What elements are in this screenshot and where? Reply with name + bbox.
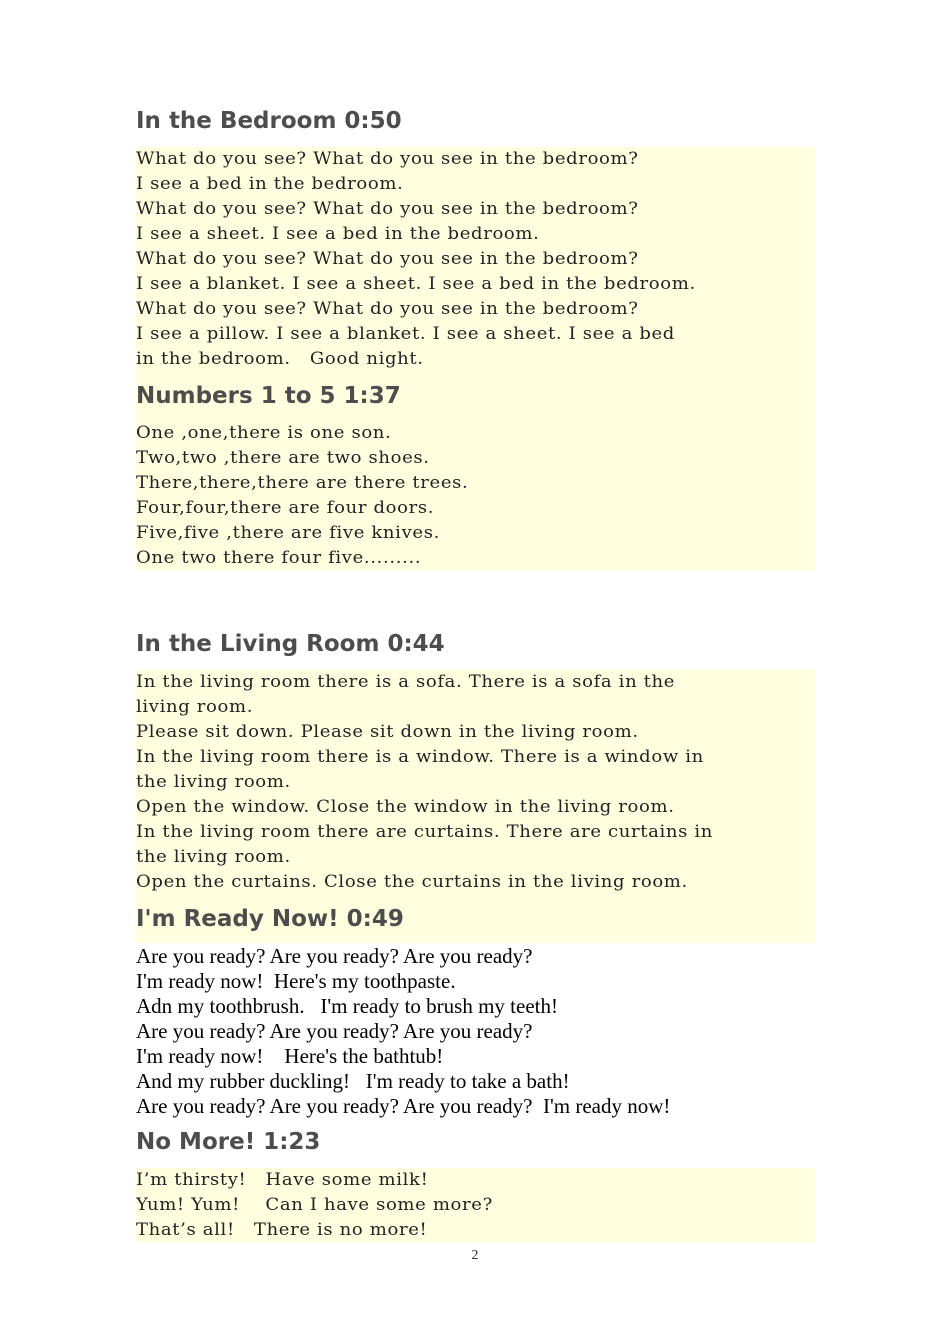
page-number: 2 [471,1248,479,1263]
lyric-line: One ,one,there is one son. [136,423,392,443]
lyric-line: I’m thirsty! Have some milk! [136,1170,429,1190]
lyric-line: Yum! Yum! Can I have some more? [136,1195,493,1215]
lyric-line: the living room. [136,772,291,792]
lyric-line: In the living room there is a sofa. There is a sofa in the [136,672,676,692]
lyric-line: Are you ready? Are you ready? Are you ready? [136,1019,533,1043]
lyric-line: Adn my toothbrush. I'm ready to brush my teeth! [136,994,558,1018]
section-title-numbers: Numbers 1 to 5 1:37 [136,383,401,409]
section-title-no-more: No More! 1:23 [136,1129,321,1155]
lyric-line: That’s all! There is no more! [136,1220,428,1240]
lyric-line: What do you see? What do you see in the bedroom? [136,199,639,219]
lyric-line: Five,five ,there are five knives. [136,523,440,543]
lyric-line: Four,four,there are four doors. [136,498,435,518]
lyrics-ready [136,944,815,1119]
lyric-line: I see a bed in the bedroom. [136,174,404,194]
lyric-line: Open the window. Close the window in the living room. [136,797,675,817]
lyric-line: And my rubber duckling! I'm ready to take a bath! [136,1069,570,1093]
lyric-line: There,there,there are there trees. [136,473,469,493]
lyric-line: Open the curtains. Close the curtains in the living room. [136,872,688,892]
lyric-line: living room. [136,697,254,717]
lyric-line: What do you see? What do you see in the bedroom? [136,249,639,269]
lyric-line: I'm ready now! Here's the bathtub! [136,1044,444,1068]
lyrics-numbers [136,421,815,571]
section-title-bedroom: In the Bedroom 0:50 [136,108,402,134]
section-title-ready: I'm Ready Now! 0:49 [136,906,404,932]
lyrics-bedroom [136,147,815,372]
lyric-line: I see a pillow. I see a blanket. I see a sheet. I see a bed [136,324,675,344]
lyric-line: In the living room there is a window. There is a window in [136,747,704,767]
lyric-line: I see a blanket. I see a sheet. I see a bed in the bedroom. [136,274,696,294]
lyric-line: I see a sheet. I see a bed in the bedroom. [136,224,540,244]
lyric-line: In the living room there are curtains. There are curtains in [136,822,714,842]
lyric-line: What do you see? What do you see in the bedroom? [136,299,639,319]
lyric-line: Please sit down. Please sit down in the living room. [136,722,639,742]
lyrics-living-room [136,670,815,895]
lyric-line: the living room. [136,847,291,867]
lyric-line: Two,two ,there are two shoes. [136,448,430,468]
lyric-line: One two there four five......... [136,548,422,568]
section-title-living-room: In the Living Room 0:44 [136,631,445,657]
lyrics-no-more [136,1168,815,1243]
lyric-line: I'm ready now! Here's my toothpaste. [136,969,456,993]
lyric-line: Are you ready? Are you ready? Are you ready? I'm ready now! [136,1094,671,1118]
lyric-line: What do you see? What do you see in the bedroom? [136,149,639,169]
lyric-line: Are you ready? Are you ready? Are you ready? [136,944,533,968]
lyric-line: in the bedroom. Good night. [136,349,424,369]
